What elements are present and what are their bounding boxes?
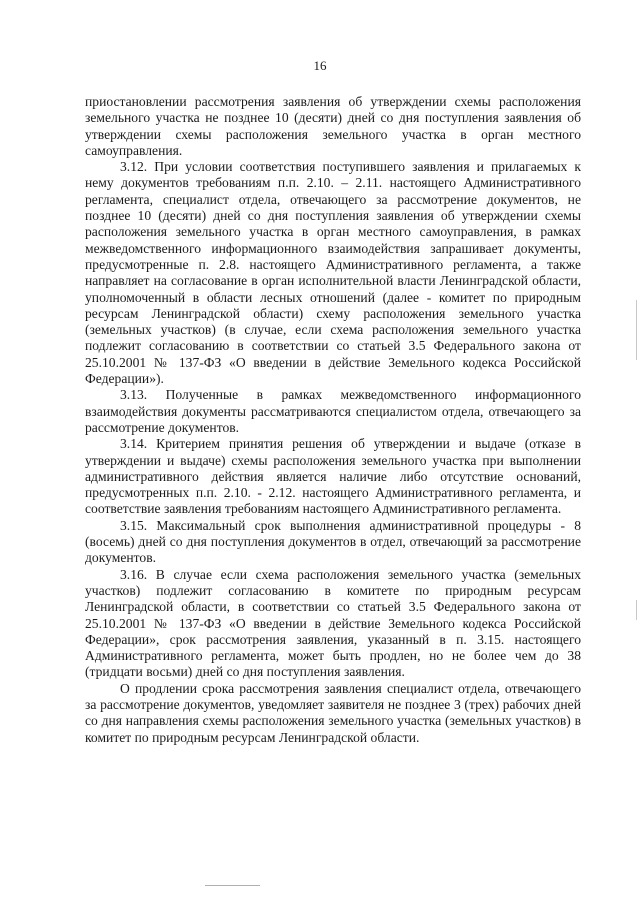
page-number: 16	[313, 58, 327, 73]
paragraph-3-14: 3.14. Критерием принятия решения об утверждении и выдаче (отказе в утверждении и выдаче) схемы расположения земельного участка при выполнении административного действия является наличие либо отсутствие оснований, предусмотренных п.п. 2.10. - 2.12. настоящего Административного регламента, и соответствие заявления требованиям настоящего Административного регламента.	[85, 436, 581, 517]
paragraph-3-15: 3.15. Максимальный срок выполнения административной процедуры - 8 (восемь) дней со дня поступления документов в отдел, отвечающий за рассмотрение документов.	[85, 517, 581, 566]
paragraph-3-13: 3.13. Полученные в рамках межведомственного информационного взаимодействия документы рассматриваются специалистом отдела, отвечающего за рассмотрение документов.	[85, 387, 581, 435]
scan-edge-mark-right-lower	[636, 600, 637, 620]
paragraph-3-12: 3.12. При условии соответствия поступившего заявления и прилагаемых к нему документов требованиям п.п. 2.10. – 2.11. настоящего Административного регламента, специалист отдела, отвечающего за рассмотрение документов, не позднее 10 (десяти) дней со дня поступления заявления об утверждении схемы расположения земельного участка в орган местного самоуправления, в рамках межведомственного информационного взаимодействия запрашивает документы, предусмотренные п. 2.8. настоящего Административного регламента, а также направляет на согласование в орган исполнительной власти Ленинградской области, уполномоченный в области лесных отношений (далее - комитет по природным ресурсам Ленинградской области) схему расположения земельного участка (земельных участков) (в случае, если схема расположения земельного участка подлежит согласованию в соответствии со статьей 3.5 Федерального закона от 25.10.2001 № 137-ФЗ «О введении в действие Земельного кодекса Российской Федерации»).	[85, 159, 581, 387]
scan-bottom-mark	[205, 885, 260, 886]
scan-edge-mark-right	[636, 300, 637, 360]
paragraph-3-16: 3.16. В случае если схема расположения земельного участка (земельных участков) подлежит согласованию в комитете по природным ресурсам Ленинградской области, в соответствии со статьей 3.5 Федерального закона от 25.10.2001 № 137-ФЗ «О введении в действие Земельного кодекса Российской Федерации», срок рассмотрения заявления, указанный в п. 3.15. настоящего Административного регламента, может быть продлен, но не более чем до 38 (тридцати восьми) дней со дня поступления заявления.	[85, 566, 581, 680]
paragraph-continuation: приостановлении рассмотрения заявления об утверждении схемы расположения земельного участка не позднее 10 (десяти) дней со дня поступления заявления об утверждении схемы расположения земельного участка в орган местного самоуправления.	[85, 94, 581, 158]
paragraph-extension-notice: О продлении срока рассмотрения заявления специалист отдела, отвечающего за рассмотрение документов, уведомляет заявителя не позднее 3 (трех) рабочих дней со дня направления схемы расположения земельного участка (земельных участков) в комитет по природным ресурсам Ленинградской области.	[85, 680, 581, 745]
document-body	[85, 94, 581, 746]
